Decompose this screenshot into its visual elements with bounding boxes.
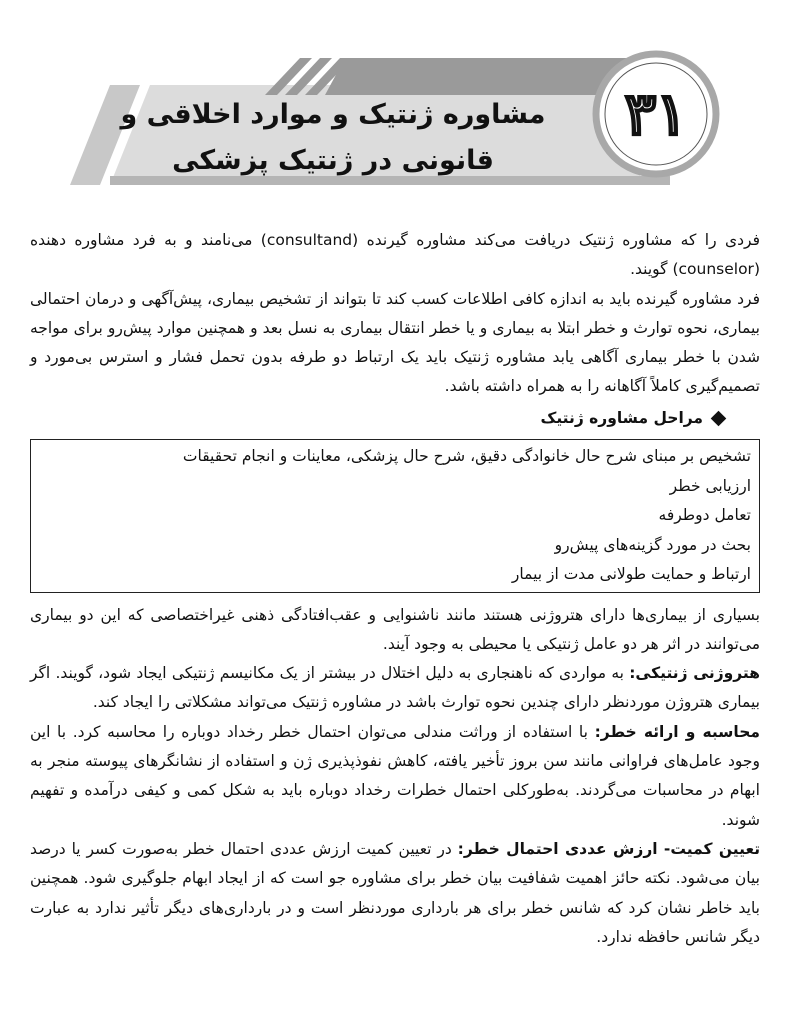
diamond-bullet-icon bbox=[711, 411, 727, 427]
text: در تعیین کمیت ارزش عددی احتمال خطر به‌صورت کسر یا درصد بیان می‌شود. نکته حائز اهمیت شفافیت بیان خطر برای مشاوره جو است که از ایجاد ابهام جلوگیری شود. همچنین باید خاطر نشان کرد که شانس خطر برای هر بارداری موردنظر است و در بارداری‌های دیگر تأثیر ندارد به عبارت دیگر شانس حافظه ندارد. bbox=[30, 839, 760, 946]
text: ) می‌نامند و به فرد مشاوره دهنده ( bbox=[30, 231, 760, 279]
step-item: بحث در مورد گزینه‌های پیش‌رو bbox=[554, 535, 751, 554]
body-paragraph-heterogeneity: بسیاری از بیماری‌ها دارای هتروژنی هستند مانند ناشنوایی و عقب‌افتادگی ذهنی غیراختصاصی که این دو بیماری می‌توانند در اثر هر دو عامل ژنتیکی یا محیطی به وجود آیند. bbox=[30, 605, 760, 653]
intro-paragraph-1 bbox=[30, 226, 760, 285]
term-consultand: consultand bbox=[266, 231, 353, 249]
steps-box bbox=[30, 439, 760, 593]
chapter-title-line2: قانونی در ژنتیک پزشکی bbox=[172, 145, 494, 176]
page-content bbox=[30, 226, 760, 952]
term: تعیین کمیت- ارزش عددی احتمال خطر: bbox=[457, 839, 761, 858]
step-item: تعامل دوطرفه bbox=[658, 506, 751, 525]
chapter-header bbox=[0, 0, 788, 200]
section-heading-text: مراحل مشاوره ژنتیک bbox=[540, 408, 703, 427]
body-paragraph-risk-calculation bbox=[30, 718, 760, 835]
chapter-title-line1: مشاوره ژنتیک و موارد اخلاقی و bbox=[120, 99, 546, 130]
body-paragraph-risk-quantification bbox=[30, 835, 760, 952]
intro-paragraph-2: فرد مشاوره گیرنده باید به اندازه کافی اطلاعات کسب کند تا بتواند از تشخیص بیماری، پیش‌آگهی و درمان احتمالی بیماری، نحوه توارث و خطر ابتلا به بیماری و یا خطر انتقال بیماری به نسل بعد و همچنین موارد پیش‌رو برای مواجه شدن با خطر بیماری آگاهی یابد مشاوره ژنتیک باید یک ارتباط دو طرفه بدون تحمل فشار و استرس بی‌مورد و تصمیم‌گیری کاملاً آگاهانه را به همراه داشته باشد. bbox=[30, 289, 760, 396]
term: محاسبه و ارائه خطر: bbox=[594, 722, 761, 741]
text: فردی را که مشاوره ژنتیک دریافت می‌کند مشاوره گیرنده ( bbox=[352, 231, 760, 249]
section-heading bbox=[30, 404, 724, 433]
body-paragraph-genetic-heterogeneity bbox=[30, 659, 760, 718]
text: به مواردی که ناهنجاری به دلیل اختلال در بیشتر از یک مکانیسم ژنتیکی ایجاد شود، گویند. اگر بیماری هتروژن موردنظر دارای چندین نحوه توارث باشد در مشاوره ژنتیک می‌تواند مشکلاتی را ایجاد کند. bbox=[30, 664, 760, 712]
step-item: تشخیص بر مبنای شرح حال خانوادگی دقیق، شرح حال پزشکی، معاینات و انجام تحقیقات bbox=[182, 447, 751, 466]
chapter-number: ۳۱ bbox=[624, 80, 688, 148]
step-item: ارتباط و حمایت طولانی مدت از بیمار bbox=[511, 565, 751, 584]
text: با استفاده از وراثت مندلی می‌توان احتمال خطر رخداد دوباره را محاسبه کرد. با این وجود عامل‌های فراوانی مانند سن بروز تأخیر یافته، کاهش نفوذپذیری ژن و استفاده از نشانگرهای پیوسته منجر به ابهام در محاسبات می‌گردند. به‌طورکلی احتمال خطرات رخداد دوباره باید به شکل کمی و کیفی درآمده و تفهیم شوند. bbox=[30, 722, 760, 829]
step-item: ارزیابی خطر bbox=[669, 476, 751, 495]
term-counselor: counselor bbox=[678, 260, 754, 279]
text: ) گویند. bbox=[630, 260, 679, 279]
term: هتروژنی ژنتیکی: bbox=[629, 664, 761, 683]
chapter-title bbox=[113, 92, 553, 184]
